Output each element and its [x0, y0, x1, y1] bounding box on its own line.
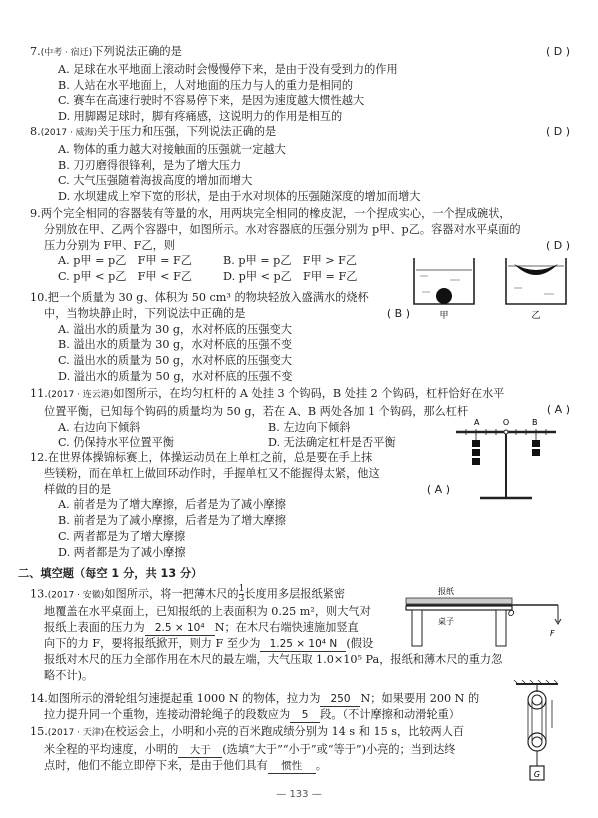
- label-newspaper: 报纸: [438, 587, 454, 596]
- label-a: A: [474, 418, 480, 427]
- label-f: F: [550, 629, 555, 638]
- option-c: C. 溢出水的质量为 50 g，水对杯底的压强变大: [58, 354, 292, 368]
- fraction: $\frac{1}{3}$: [238, 584, 245, 604]
- label-jia: 甲: [439, 311, 449, 321]
- question-stem: 报纸对木尺的压力全部作用在木尺的最左端，大气压取 1.0×10⁵ Pa，报纸和薄木尺的重力忽: [44, 653, 503, 667]
- question-source: (2017 · 安徽): [47, 590, 105, 601]
- option-b: B. 刀刃磨得很锋利，是为了增大压力: [58, 158, 242, 172]
- newspaper: [406, 598, 512, 604]
- question-stem: 位置平衡，已知每个钩码的质量均为 50 g，若在 A、B 两处各加 1 个钩码，那么杠杆: [44, 404, 469, 418]
- question-stem: 。: [315, 758, 327, 772]
- answer-mark: ( D ): [545, 45, 570, 58]
- option-d: D. 用脚踢足球时，脚有疼痛感，这说明力的作用是相互的: [58, 110, 343, 124]
- container-jia: [414, 258, 474, 304]
- question-number: 8.: [30, 125, 41, 138]
- question-stem: 样做的目的是: [44, 482, 112, 496]
- label-b: B: [532, 418, 538, 427]
- option-c: C. p甲 < p乙 F甲 < F乙: [58, 270, 193, 284]
- question-stem: 拉力提升同一个重物，连接动滑轮绳子的段数应为: [44, 708, 291, 721]
- question-14: [30, 691, 510, 723]
- question-number: 7.: [30, 45, 41, 58]
- option-a: A. 物体的重力越大对接触面的压强就一定越大: [58, 142, 286, 156]
- question-stem: 中，当物块静止时，下列说法中正确的是: [44, 306, 246, 320]
- containers-figure: [410, 254, 570, 324]
- label-yi: 乙: [531, 311, 541, 321]
- answer-blank: 5: [290, 709, 320, 723]
- option-a: A. p甲 = p乙 F甲 = F乙: [58, 254, 192, 268]
- lever-figure: [452, 414, 560, 506]
- answer-mark: ( A ): [546, 403, 570, 416]
- container-yi: [506, 258, 566, 304]
- question-stem: 长度用多层报纸紧密: [244, 587, 346, 601]
- fixed-pulley-large: [528, 691, 546, 709]
- question-stem: 如图所示的滑轮组匀速提起重 1000 N 的物体，拉力为: [47, 692, 321, 705]
- pulley-figure: [512, 680, 562, 788]
- answer-blank: 2.5 × 10⁴: [145, 622, 215, 636]
- question-stem: 米全程的平均速度，小明的: [44, 742, 179, 756]
- question-8: [30, 124, 570, 205]
- question-stem: 分别放在甲、乙两个容器中，如图所示。水对容器底的压强分别为 p甲、p乙。容器对水平桌面的: [44, 222, 521, 236]
- option-d: D. 无法确定杠杆是否平衡: [268, 436, 396, 450]
- question-stem: (选填“大于”“小于”或“等于”)小亮的；当到达终: [222, 742, 456, 756]
- answer-blank: 惯性: [268, 760, 316, 774]
- question-stem: (假设: [346, 637, 374, 651]
- question-number: 10.: [30, 291, 48, 304]
- option-d: D. 两者都是为了减小摩擦: [58, 545, 186, 559]
- question-stem: 略不计)。: [44, 668, 94, 682]
- option-a: A. 右边向下倾斜: [58, 420, 141, 434]
- option-c: C. 赛车在高速行驶时不容易停下来，是因为速度越大惯性越大: [58, 94, 365, 108]
- answer-blank: 1.25 × 10⁴ N: [260, 638, 346, 652]
- question-number: 13.: [30, 587, 48, 601]
- question-stem: 关于压力和压强，下列说法正确的是: [97, 125, 277, 138]
- answer-mark: ( D ): [545, 125, 570, 138]
- weights-b: [532, 434, 540, 456]
- label-table: 桌子: [438, 617, 454, 626]
- question-7: [30, 44, 570, 125]
- question-10: [30, 290, 410, 385]
- question-12: [30, 450, 450, 561]
- option-c: C. 仍保持水平位置平衡: [58, 436, 174, 450]
- question-number: 12.: [30, 451, 48, 464]
- question-source: (2017 · 连云港): [47, 390, 114, 400]
- question-stem: 些镁粉，而在单杠上做回环动作时，手握单杠又不能握得太紧，他这: [44, 466, 380, 480]
- question-stem: 如图所示，将一把薄木尺的: [104, 587, 239, 601]
- option-b: B. 溢出水的质量为 30 g，水对杯底的压强不变: [58, 338, 293, 352]
- question-stem: N；在木尺右端快速施加竖直: [214, 621, 359, 635]
- question-stem: 点时，他们不能立即停下来，是由于他们具有: [44, 758, 268, 772]
- page-number: — 133 —: [276, 789, 322, 800]
- question-stem: 在世界体操锦标赛上，体操运动员在上单杠之前，总是要在手上抹: [47, 451, 373, 464]
- option-c: C. 两者都是为了增大摩擦: [58, 529, 186, 543]
- question-stem: 如图所示，在均匀杠杆的 A 处挂 3 个钩码，B 处挂 2 个钩码，杠杆恰好在水平: [113, 387, 505, 400]
- ruler-table-figure: [398, 582, 570, 648]
- answer-mark: ( A ): [426, 483, 450, 496]
- question-stem: 段。（不计摩擦和动滑轮重）: [320, 708, 460, 721]
- question-15: [30, 724, 510, 774]
- option-a: A. 足球在水平地面上滚动时会慢慢停下来，是由于没有受到力的作用: [58, 62, 398, 76]
- question-source: (2017 · 威海): [40, 128, 98, 138]
- question-stem: 把一个质量为 30 g、体积为 50 cm³ 的物块轻放入盛满水的烧杯: [47, 291, 369, 304]
- question-stem: 两个完全相同的容器装有等量的水，用两块完全相同的橡皮泥，一个捏成实心，一个捏成碗状，: [40, 207, 511, 220]
- moving-pulley-large: [528, 733, 546, 751]
- solid-clay-ball: [436, 288, 452, 304]
- moving-pulley-small: [532, 737, 542, 747]
- option-d: D. p甲 < p乙 F甲 = F乙: [223, 270, 358, 284]
- answer-mark: ( D ): [545, 239, 570, 252]
- question-number: 9.: [30, 207, 41, 220]
- question-source: (中考 · 宿迁): [40, 48, 93, 58]
- question-stem: 压力分别为 F甲、F乙，则: [44, 238, 175, 252]
- question-number: 14.: [30, 692, 48, 705]
- label-o: O: [502, 418, 510, 427]
- question-stem: 向下的力 F，要将报纸掀开，则力 F 至少为: [44, 637, 261, 651]
- question-stem: 下列说法正确的是: [92, 45, 182, 58]
- question-number: 11.: [30, 387, 48, 400]
- question-stem: 报纸上表面的压力为: [44, 621, 145, 635]
- question-source: (2017 · 天津): [47, 728, 105, 738]
- fixed-pulley-small: [532, 695, 542, 705]
- question-number: 15.: [30, 725, 48, 738]
- weights-a: [472, 434, 480, 465]
- option-a: A. 溢出水的质量为 30 g，水对杯底的压强变大: [58, 322, 292, 336]
- question-stem: 地覆盖在水平桌面上，已知报纸的上表面积为 0.25 m²，则大气对: [44, 605, 371, 619]
- option-b: B. 人站在水平地面上，人对地面的压力与人的重力是相同的: [58, 78, 354, 92]
- table-top: [406, 606, 512, 610]
- label-o: O: [508, 609, 515, 618]
- answer-blank: 250: [320, 693, 360, 707]
- pivot-o: [504, 430, 508, 434]
- option-a: A. 前者是为了增大摩擦，后者是为了减小摩擦: [58, 498, 286, 512]
- ropes: [528, 700, 552, 742]
- table-leg-left: [412, 610, 422, 646]
- answer-mark: ( B ): [386, 307, 410, 320]
- option-d: D. 溢出水的质量为 50 g，水对杯底的压强不变: [58, 369, 293, 383]
- option-d: D. 水坝建成上窄下宽的形状，是由于水对坝体的压强随深度的增加而增大: [58, 190, 421, 204]
- answer-blank: 大于: [178, 744, 222, 758]
- question-stem: N；如果要用 200 N 的: [360, 692, 480, 705]
- option-b: B. 前者是为了减小摩擦，后者是为了增大摩擦: [58, 514, 286, 528]
- label-g: G: [533, 770, 541, 779]
- option-c: C. 大气压强随着海拔高度的增加而增大: [58, 174, 253, 188]
- section-title: 二、填空题（每空 1 分，共 13 分）: [18, 567, 203, 580]
- table-leg-right: [496, 610, 506, 646]
- question-stem: 在校运会上，小明和小亮的百米跑成绩分别为 14 s 和 15 s，比较两人百: [104, 725, 465, 738]
- option-b: B. p甲 = p乙 F甲 > F乙: [223, 254, 358, 268]
- option-b: B. 左边向下倾斜: [268, 420, 351, 434]
